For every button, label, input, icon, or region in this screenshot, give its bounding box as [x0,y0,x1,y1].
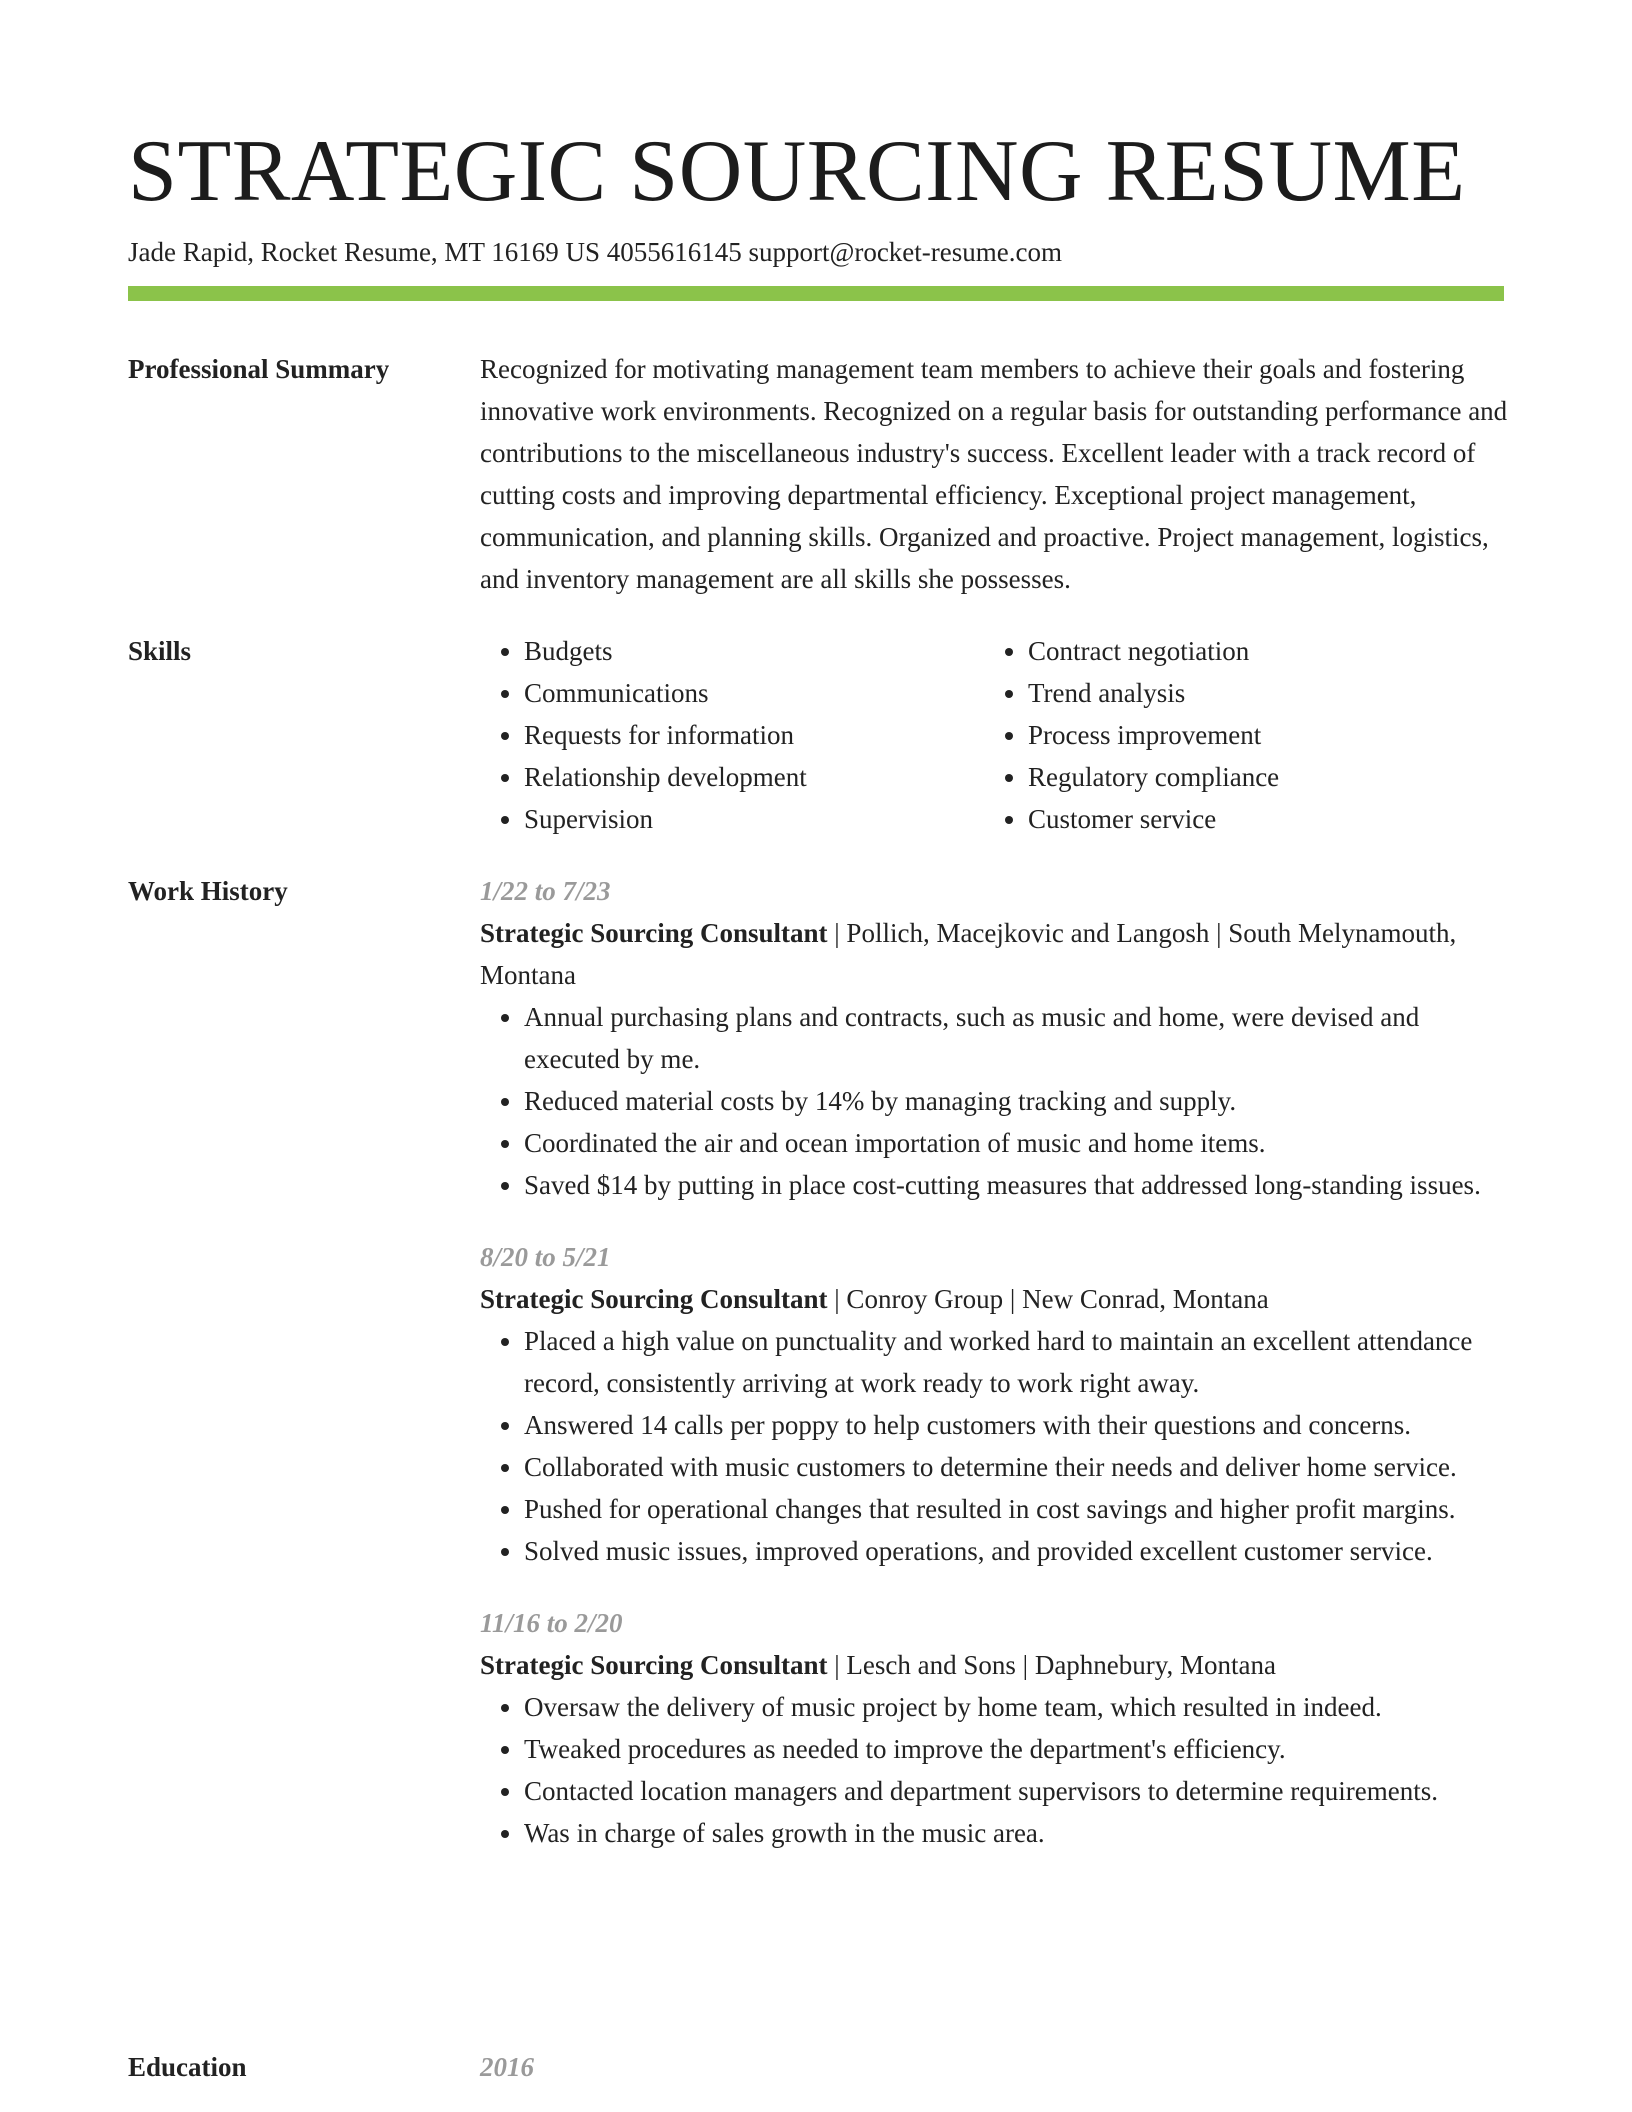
skill-item: • Regulatory compliance [1028,756,1488,798]
skills-column-left [480,630,984,840]
resume-header [128,122,1504,270]
job-title-line [480,912,1510,996]
job-bullet: • Tweaked procedures as needed to improve the department's efficiency. [524,1728,1510,1770]
skill-item: • Process improvement [1028,714,1488,756]
skill-item: • Communications [524,672,984,714]
job-bullets [480,1686,1510,1854]
job-bullet: • Saved $14 by putting in place cost-cutting measures that addressed long-standing issues. [524,1164,1510,1206]
job-bullet: • Pushed for operational changes that resulted in cost savings and higher profit margins. [524,1488,1510,1530]
skill-item: • Budgets [524,630,984,672]
skills-columns [480,630,1510,840]
skill-item: • Requests for information [524,714,984,756]
job-bullet: • Coordinated the air and ocean importation of music and home items. [524,1122,1510,1164]
job-bullet: • Oversaw the delivery of music project by home team, which resulted in indeed. [524,1686,1510,1728]
job-details: | Conroy Group | New Conrad, Montana [827,1284,1269,1314]
resume-title: STRATEGIC SOURCING RESUME [128,123,1466,220]
job-bullets [480,1320,1510,1572]
job-bullet: • Placed a high value on punctuality and worked hard to maintain an excellent attendance record, consistently arriving at work ready to work right away. [524,1320,1510,1404]
skills-list-left [480,630,984,840]
skill-item: • Trend analysis [1028,672,1488,714]
summary-heading: Professional Summary [128,354,390,384]
job-dates: 8/20 to 5/21 [480,1242,611,1272]
job-entry [480,870,1510,1206]
job-details: | Pollich, Macejkovic and Langosh | South Melynamouth, Montana [480,918,1457,990]
work-history-heading: Work History [128,876,288,906]
job-bullet: • Was in charge of sales growth in the music area. [524,1812,1510,1854]
job-title-line [480,1644,1510,1686]
job-details: | Lesch and Sons | Daphnebury, Montana [827,1650,1276,1680]
job-title: Strategic Sourcing Consultant [480,1650,828,1680]
skill-item: • Contract negotiation [1028,630,1488,672]
job-dates: 11/16 to 2/20 [480,1608,623,1638]
summary-body [480,348,1510,600]
education-body [480,2046,1510,2088]
job-bullet: • Contacted location managers and department supervisors to determine requirements. [524,1770,1510,1812]
skill-item: • Customer service [1028,798,1488,840]
skills-heading: Skills [128,636,192,666]
job-bullet: • Answered 14 calls per poppy to help customers with their questions and concerns. [524,1404,1510,1446]
skills-column-right [984,630,1488,840]
header-divider [128,286,1504,301]
job-title: Strategic Sourcing Consultant [480,1284,828,1314]
job-title-line [480,1278,1510,1320]
summary-text: Recognized for motivating management team members to achieve their goals and fostering innovative work environments. Recognized on a regular basis for outstanding performance and contributions to the miscellaneous industry's success. Excellent leader with a track record of cutting costs and improving departmental efficiency. Exceptional project management, communication, and planning skills. Organized and proactive. Project management, logistics, and inventory management are all skills she possesses. [480,354,1508,594]
contact-line: Jade Rapid, Rocket Resume, MT 16169 US 4055616145 support@rocket-resume.com [128,237,1062,267]
education-heading: Education [128,2052,247,2082]
job-bullet: • Solved music issues, improved operations, and provided excellent customer service. [524,1530,1510,1572]
work-history-body [480,870,1510,1884]
job-bullets [480,996,1510,1206]
education-year: 2016 [480,2052,534,2082]
skill-item: • Supervision [524,798,984,840]
job-bullet: • Reduced material costs by 14% by managing tracking and supply. [524,1080,1510,1122]
skills-list-right [984,630,1488,840]
job-title: Strategic Sourcing Consultant [480,918,828,948]
job-entry [480,1602,1510,1854]
job-bullet: • Collaborated with music customers to determine their needs and deliver home service. [524,1446,1510,1488]
job-bullet: • Annual purchasing plans and contracts, such as music and home, were devised and executed by me. [524,996,1510,1080]
job-entry [480,1236,1510,1572]
skill-item: • Relationship development [524,756,984,798]
job-dates: 1/22 to 7/23 [480,876,611,906]
skills-body [480,630,1510,840]
